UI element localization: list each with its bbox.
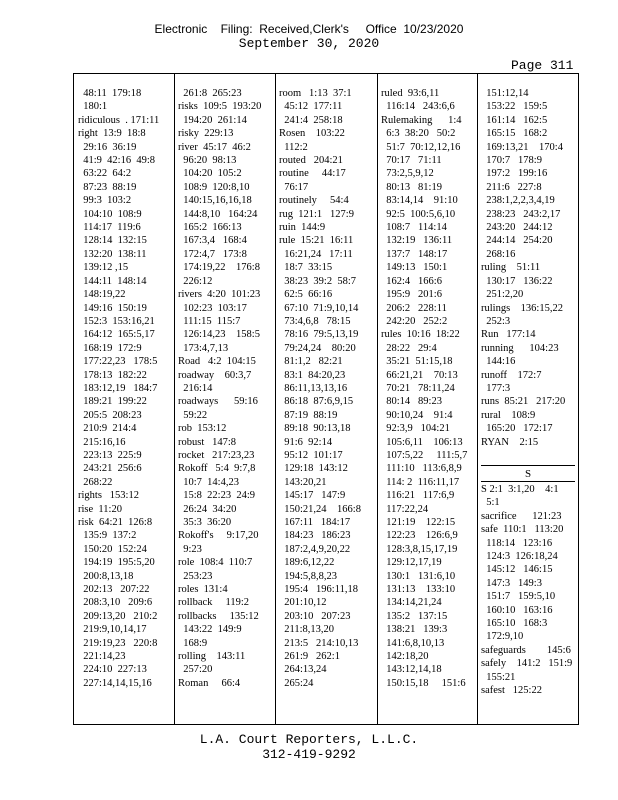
section-letter: S	[524, 468, 532, 480]
column-divider	[275, 73, 276, 725]
footer-phone: 312-419-9292	[262, 747, 356, 762]
index-column-5-continued: S 2:1 3:1,20 4:1 5:1 sacrifice 121:23 safe 110:1 113:20 118:14 123:16 124:3 126:18,24 145:12 146:15 147:3 149:3 151:7 159:5,10 160:10 163:16 165:10 168:3 172:9,10 safeguards 145:6 safely 141:2 151:9 155:21 safest 125:22	[481, 484, 573, 697]
index-column-2: 261:8 265:23 risks 109:5 193:20 194:20 261:14 risky 229:13 river 45:17 46:2 96:20 98:13 104:20 105:2 108:9 120:8,10 140:15,16,16,18 144:8,10 164:24 165:2 166:13 167:3,4 168:4 172:4,7 173:8 174:19,22 176:8 226:12 rivers 4:20 101:23 102:23 103:17 111:15 115:7 126:14,23 158:5 173:4,7,13 Road 4:2 104:15 roadway 60:3,7 216:14 roadways 59:16 59:22 rob 153:12 robust 147:8 rocket 217:23,23 Rokoff 5:4 9:7,8 10:7 14:4,23 15:8 22:23 24:9 26:24 34:20 35:3 36:20 Rokoff's 9:17,20 9:23 role 108:4 110:7 253:23 roles 131:4 rollback 119:2 rollbacks 135:12 143:22 149:9 168:9 rolling 143:11 257:20 Roman 66:4	[178, 88, 262, 689]
filing-header: Electronic Filing: Received,Clerk's Office 10/23/2020	[154, 22, 464, 36]
index-column-1: 48:11 179:18 180:1 ridiculous . 171:11 right 13:9 18:8 29:16 36:19 41:9 42:16 49:8 63:22 64:2 87:23 88:19 99:3 103:2 104:10 108:9 114:17 119:6 128:14 132:15 132:20 138:11 139:12 ,15 144:11 148:14 148:19,22 149:16 150:19 152:3 153:16,21 164:12 165:5,17 168:19 172:9 177:22,23 178:5 178:13 182:22 183:12,19 184:7 189:21 199:22 205:5 208:23 210:9 214:4 215:16,16 223:13 225:9 243:21 256:6 268:22 rights 153:12 rise 11:20 risk 64:21 126:8 135:9 137:2 150:20 152:24 194:19 195:5,20 200:8,13,18 202:13 207:22 208:3,10 209:6 209:13,20 210:2 219:9,10,14,17 219:19,23 220:8 221:14,23 224:10 227:13 227:14,14,15,16	[78, 88, 160, 689]
column-divider	[174, 73, 175, 725]
section-rule-top	[481, 465, 575, 466]
page-number: Page 311	[511, 58, 574, 73]
column-divider	[477, 73, 478, 725]
footer-company: L.A. Court Reporters, L.L.C.	[199, 732, 419, 747]
index-column-3: room 1:13 37:1 45:12 177:11 241:4 258:18 Rosen 103:22 112:2 routed 204:21 routine 44:17 76:17 routinely 54:4 rug 121:1 127:9 ruin 144:9 rule 15:21 16:11 16:21,24 17:11 18:7 33:15 38:23 39:2 58:7 62:5 66:16 67:10 71:9,10,14 73:4,6,8 78:15 78:16 79:5,13,19 79:24,24 80:20 81:1,2 82:21 83:1 84:20,23 86:11,13,13,16 86:18 87:6,9,15 87:19 88:19 89:18 90:13,18 91:6 92:14 95:12 101:17 129:18 143:12 143:20,21 145:17 147:9 150:21,24 166:8 167:11 184:17 184:23 186:23 187:2,4,9,20,22 189:6,12,22 194:5,8,8,23 195:4 196:11,18 201:10,12 203:10 207:23 211:8,13,20 213:5 214:10,13 261:9 262:1 264:13,24 265:24	[279, 88, 361, 689]
date-line: September 30, 2020	[238, 36, 380, 51]
index-column-5: 151:12,14 153:22 159:5 161:14 162:5 165:15 168:2 169:13,21 170:4 170:7 178:9 197:2 199:16 211:6 227:8 238:1,2,2,3,4,19 238:23 243:2,17 243:20 244:12 244:14 254:20 268:16 ruling 51:11 130:17 136:22 251:2,20 rulings 136:15,22 252:3 Run 177:14 running 104:23 144:16 runoff 172:7 177:3 runs 85:21 217:20 rural 108:9 165:20 172:17 RYAN 2:15	[481, 88, 566, 448]
index-column-4: ruled 93:6,11 116:14 243:6,6 Rulemaking 1:4 6:3 38:20 50:2 51:7 70:12,12,16 70:17 71:11 73:2,5,9,12 80:13 81:19 83:14,14 91:10 92:5 100:5,6,10 108:7 114:14 132:19 136:11 137:7 148:17 149:13 150:1 162:4 166:6 195:9 201:6 206:2 228:11 242:20 252:2 rules 10:16 18:22 28:22 29:4 35:21 51:15,18 66:21,21 70:13 70:21 78:11,24 80:14 89:23 90:10,24 91:4 92:3,9 104:21 105:6,11 106:13 107:5,22 111:5,7 111:10 113:6,8,9 114: 2 116:11,17 116:21 117:6,9 117:22,24 121:19 122:15 122:23 126:6,9 128:3,8,15,17,19 129:12,17,19 130:1 131:6,10 131:13 133:10 134:14,21,24 135:2 137:15 138:21 139:3 141:6,8,10,13 142:18,20 143:12,14,18 150:15,18 151:6	[381, 88, 468, 689]
column-divider	[377, 73, 378, 725]
section-rule-bottom	[481, 481, 575, 482]
